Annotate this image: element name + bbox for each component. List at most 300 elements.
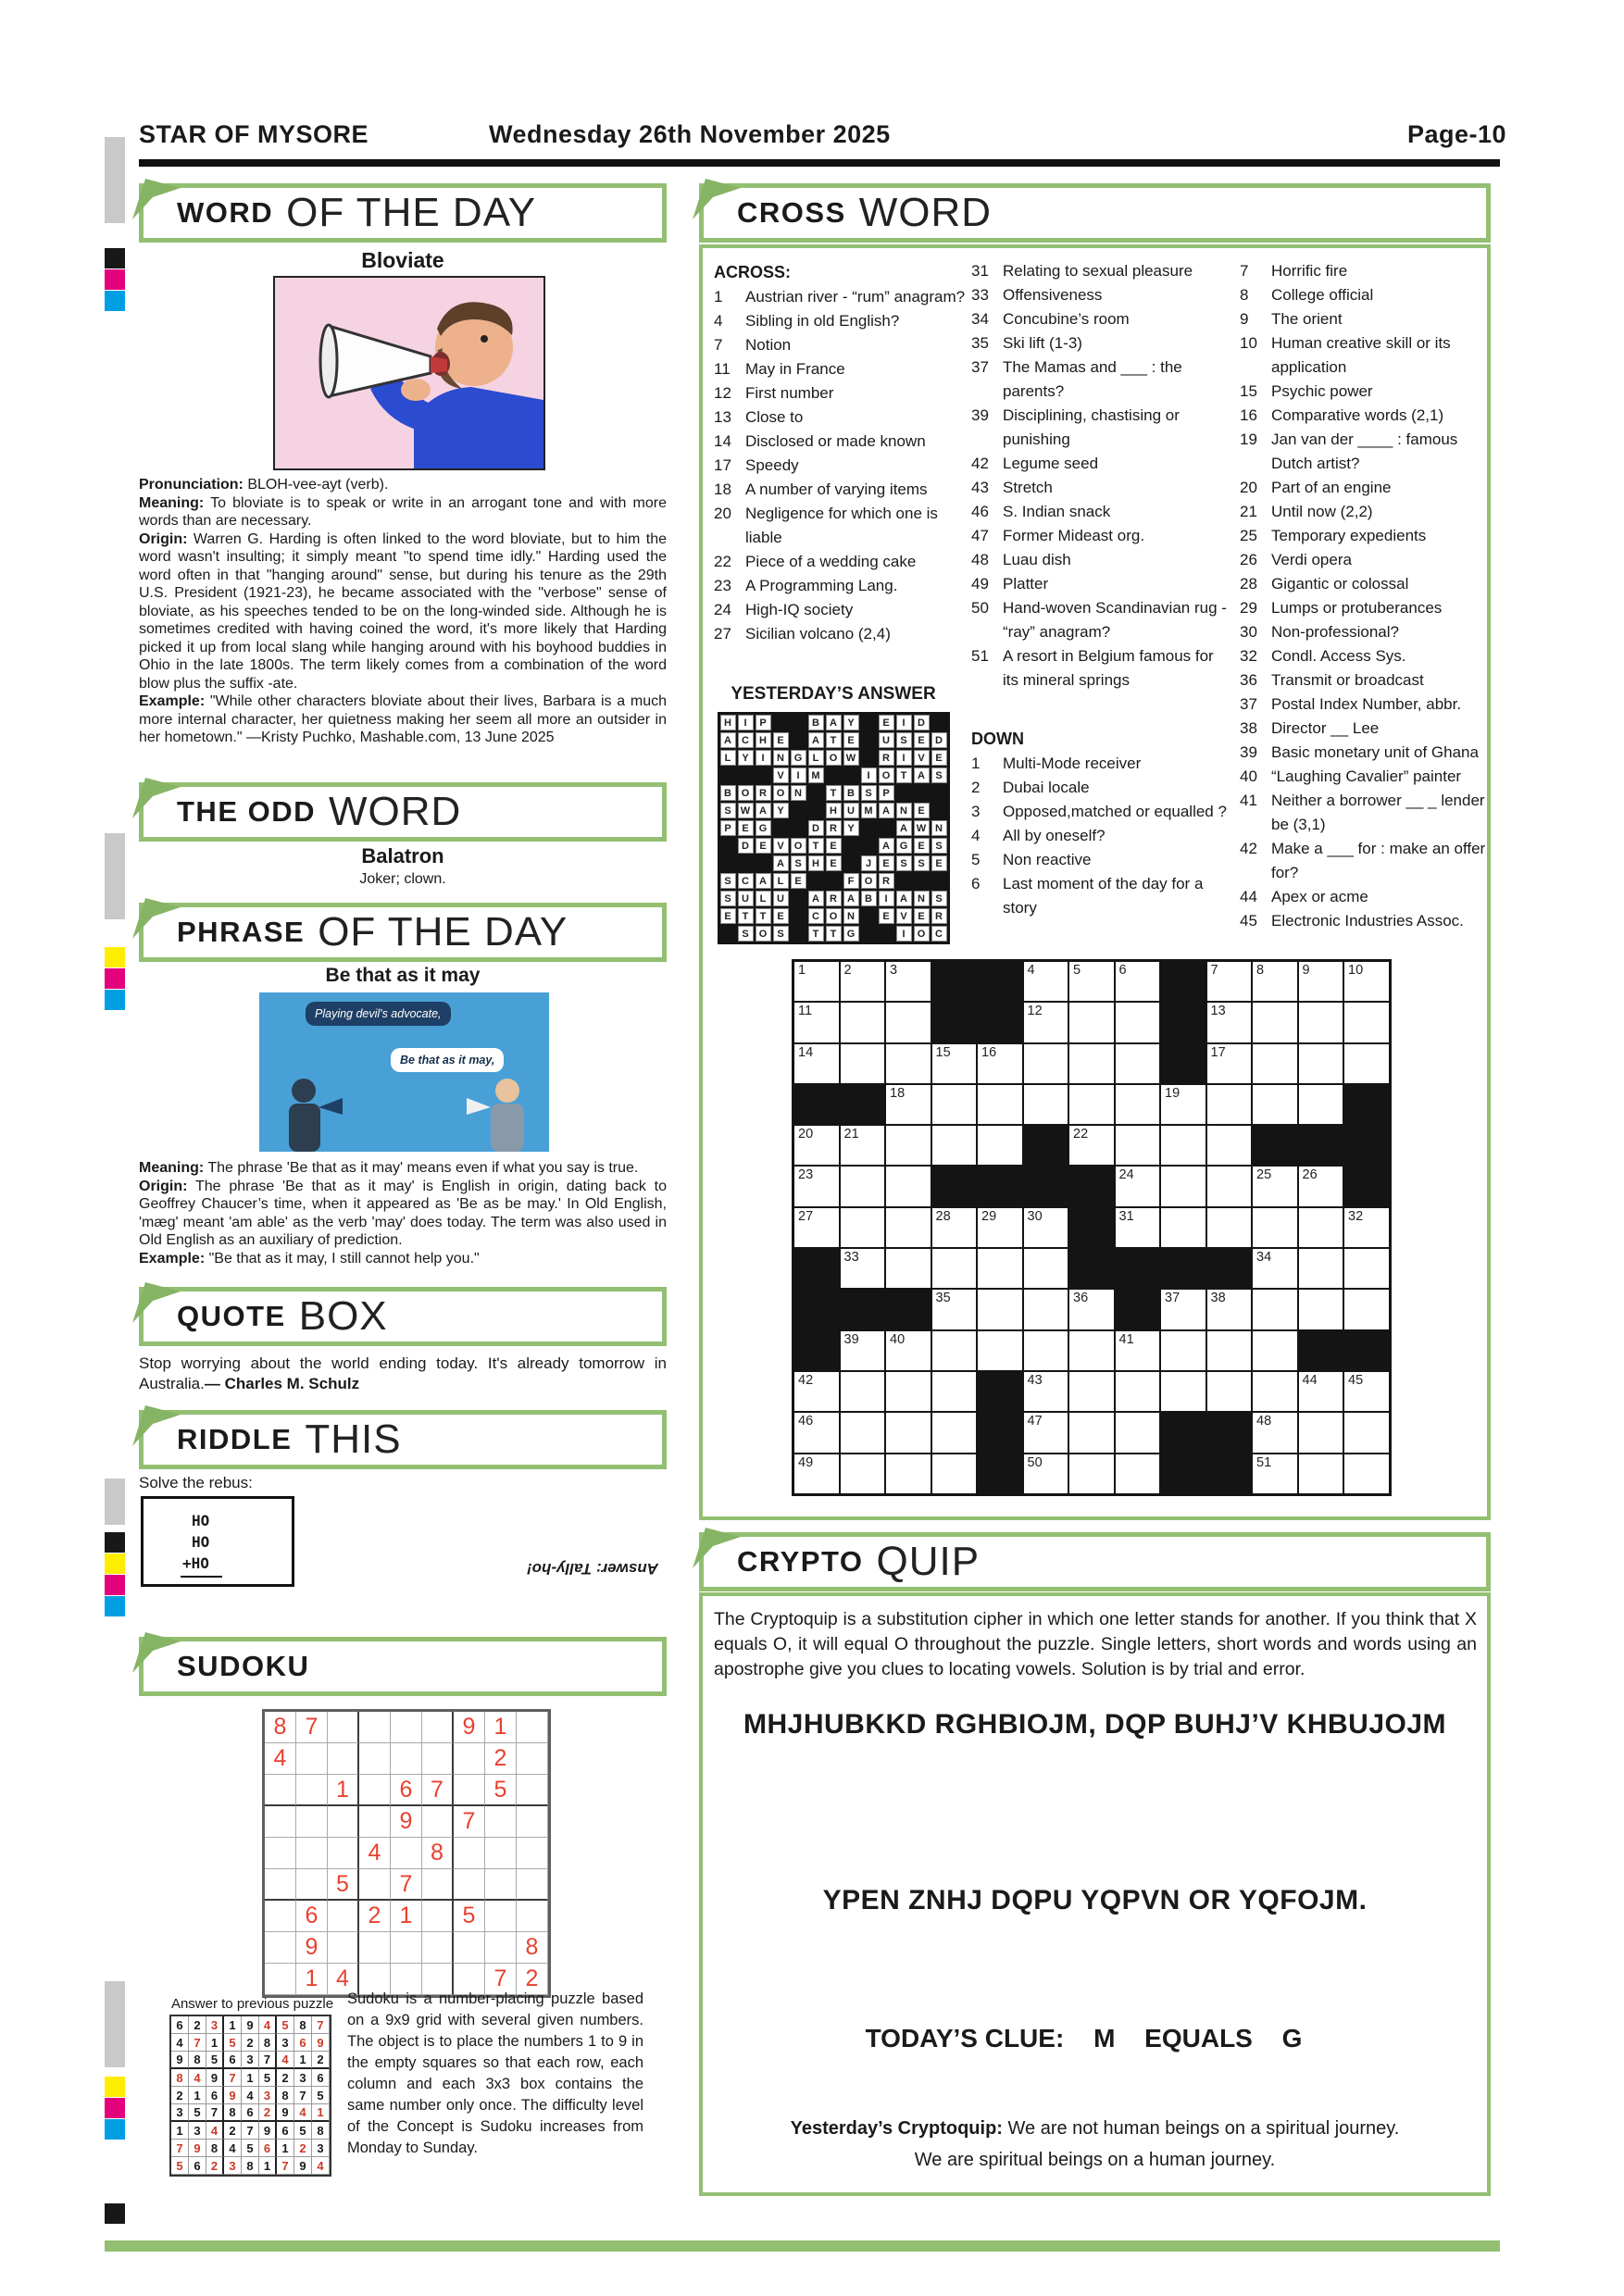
rebus-line: HO [192,1533,210,1551]
grid-cell [793,1412,840,1453]
sudoku-cell [391,1932,422,1964]
clue-36: 36 Transmit or broadcast [1240,671,1424,689]
sudoku-answer-cell: 1 [259,2157,277,2175]
grid-black-cell [977,961,1023,1002]
answer-letter-cell: C [738,873,754,889]
grid-number: 45 [1348,1372,1364,1388]
riddle-answer: Answer: Tally-ho! [527,1560,658,1578]
grid-cell [793,1125,840,1166]
answer-black-cell [808,873,824,889]
clue-letter-m: M [1093,2024,1116,2053]
clue-37: 37 Postal Index Number, abbr. [1240,695,1462,713]
answer-letter-cell: G [843,926,859,942]
grid-black-cell [1160,1043,1206,1084]
grid-number: 17 [1210,1044,1226,1060]
answer-black-cell [720,926,736,942]
grid-cell [1115,1084,1161,1125]
grid-cell [1206,1125,1253,1166]
sudoku-answer-cell: 7 [242,2122,259,2140]
sudoku-answer-cell: 9 [206,2069,224,2087]
grid-number: 5 [1073,963,1081,978]
sudoku-cell [265,1838,296,1869]
answer-letter-cell: E [879,908,894,924]
clue-15: 15 Psychic power [1240,382,1373,400]
page-number: Page-10 [1407,120,1507,148]
answer-letter-cell: Y [843,820,859,836]
answer-letter-cell: U [879,732,894,748]
answer-letter-cell: W [843,750,859,766]
sudoku-cell [359,1775,391,1806]
answer-letter-cell: R [879,873,894,889]
grid-cell [885,1248,931,1289]
answer-letter-cell: E [879,855,894,871]
masthead: STAR OF MYSORE [139,120,369,148]
sudoku-cell [517,1901,548,1932]
sudoku-cell [517,1869,548,1901]
grid-cell [1160,1371,1206,1412]
sudoku-answer-cell: 3 [189,2122,206,2140]
answer-letter-cell: T [808,838,824,854]
clue-40: 40 “Laughing Cavalier” painter [1240,767,1462,785]
answer-letter-cell: F [843,873,859,889]
sudoku-cell: 4 [265,1743,296,1775]
flag-icon [129,1402,182,1448]
flag-icon [129,894,182,941]
clue-1: 1 Multi-Mode receiver [971,755,1142,772]
origin-text: The phrase 'Be that as it may' is English in origin, dating back to Geoffrey Chaucer’s time, when it appeared as 'Be as be may.' In Old English, 'mæg' meant 'am able' as the verb 'may' does today. The term was also used in Old English as an auxiliary of prediction. [139,1178,668,1248]
answer-letter-cell: T [738,908,754,924]
answer-letter-cell: E [791,873,806,889]
grid-number: 48 [1256,1414,1272,1429]
down-clues-column-3 [1240,259,1486,933]
grid-cell [1068,1412,1115,1453]
grid-cell [1252,1043,1298,1084]
grid-cell [977,1084,1023,1125]
grid-number: 38 [1210,1291,1226,1306]
clue-5: 5 Non reactive [971,851,1092,868]
answer-letter-cell: N [843,908,859,924]
sudoku-answer-cell: 3 [242,2052,259,2069]
grid-cell [1298,1084,1344,1125]
answer-letter-cell: O [826,908,842,924]
section-title-light: THIS [305,1416,402,1462]
answer-letter-cell: R [879,750,894,766]
grid-cell [931,1412,978,1453]
answer-black-cell [756,767,771,783]
rebus-box [141,1496,294,1587]
grid-cell [1252,961,1298,1002]
sudoku-answer-cell: 3 [294,2069,312,2087]
grid-cell [1343,1454,1390,1494]
sudoku-cell: 8 [422,1838,454,1869]
answer-letter-cell: O [914,926,930,942]
answer-letter-cell: T [826,785,842,801]
grid-black-cell [793,1084,840,1125]
sudoku-answer-cell: 7 [224,2069,242,2087]
sudoku-cell: 1 [296,1964,328,1995]
sudoku-answer-cell: 6 [294,2034,312,2052]
grid-number: 35 [935,1291,951,1306]
grid-cell [1160,1207,1206,1248]
clue-20: 20 Negligence for which one is liable [714,505,938,546]
grid-cell [931,1371,978,1412]
grid-cell [1023,1289,1069,1329]
grid-cell [1343,1207,1390,1248]
grid-black-cell [931,961,978,1002]
grid-cell [793,1207,840,1248]
bloviate-photo [273,276,545,470]
grid-cell [1023,1207,1069,1248]
clue-9: 9 The orient [1240,310,1343,328]
grid-number: 9 [1302,963,1310,978]
answer-letter-cell: G [756,820,771,836]
meaning-text: To bloviate is to speak or write in an arrogant tone and with more words than are necessary. [139,494,667,529]
answer-black-cell [773,715,789,730]
grid-cell [885,1002,931,1042]
clue-26: 26 Verdi opera [1240,551,1352,568]
answer-letter-cell: A [756,873,771,889]
answer-black-cell [896,785,912,801]
flag-icon [129,1628,182,1675]
answer-letter-cell: M [808,767,824,783]
clue-4: 4 All by oneself? [971,827,1106,844]
yesterday-answer-block [708,684,958,944]
answer-letter-cell: R [826,891,842,906]
answer-letter-cell: S [720,873,736,889]
grid-cell [840,1125,886,1166]
cipher-line-2: YPEN ZNHJ DQPU YQPVN OR YQFOJM. [822,1885,1368,1915]
answer-letter-cell: E [720,908,736,924]
grid-cell [1298,1371,1344,1412]
sudoku-cell [328,1932,359,1964]
grid-black-cell [1252,1125,1298,1166]
grid-cell [1343,1412,1390,1453]
sudoku-answer-cell: 9 [312,2034,330,2052]
answer-letter-cell: A [896,820,912,836]
meaning-label: Meaning: [139,1160,205,1176]
grid-number: 14 [798,1044,814,1060]
answer-black-cell [720,838,736,854]
sudoku-cell [454,1838,485,1869]
section-title-light: BOX [298,1293,388,1339]
grid-cell [1252,1166,1298,1206]
answer-black-cell [720,767,736,783]
grid-cell [1252,1207,1298,1248]
clue-50: 50 Hand-woven Scandinavian rug - “ray” anagram? [971,599,1227,641]
answer-black-cell [791,820,806,836]
grid-black-cell [977,1166,1023,1206]
sudoku-answer-cell: 5 [277,2016,294,2034]
grid-cell [931,1207,978,1248]
clue-6: 6 Last moment of the day for a story [971,875,1204,917]
sudoku-answer-cell: 1 [277,2140,294,2157]
example-label: Example: [139,1250,206,1267]
sudoku-answer-cell: 2 [259,2104,277,2122]
clue-25: 25 Temporary expedients [1240,527,1427,544]
grid-cell [793,961,840,1002]
grid-cell [1206,1002,1253,1042]
sudoku-header [139,1637,667,1696]
sudoku-answer-cell: 9 [171,2052,189,2069]
sudoku-cell: 1 [391,1901,422,1932]
grid-cell [1298,961,1344,1002]
grid-cell [885,961,931,1002]
cryptoquip-section [699,1592,1491,2196]
answer-black-cell [914,785,930,801]
answer-letter-cell: D [808,820,824,836]
grid-black-cell [977,1002,1023,1042]
answer-letter-cell: S [773,926,789,942]
grid-number: 6 [1118,963,1127,978]
answer-letter-cell: S [861,785,877,801]
answer-letter-cell: S [791,855,806,871]
grid-cell [1252,1412,1298,1453]
grid-cell [1115,961,1161,1002]
sudoku-cell: 4 [359,1838,391,1869]
sudoku-cell: 5 [454,1901,485,1932]
answer-black-cell [843,838,859,854]
sudoku-answer-cell: 1 [206,2034,224,2052]
grid-cell [793,1166,840,1206]
clue-letter-g: G [1281,2024,1303,2053]
grid-cell [977,1248,1023,1289]
grid-cell [1115,1330,1161,1371]
grid-cell [1160,1125,1206,1166]
answer-letter-cell: H [826,803,842,818]
grid-cell [1343,961,1390,1002]
grid-cell [1206,1371,1253,1412]
answer-letter-cell: E [914,838,930,854]
sudoku-cell [296,1806,328,1838]
grid-number: 1 [798,963,806,978]
clue-3: 3 Opposed,matched or equalled ? [971,803,1227,820]
clue-21: 21 Until now (2,2) [1240,503,1373,520]
grid-cell [1115,1454,1161,1494]
sudoku-answer-cell: 4 [224,2140,242,2157]
answer-letter-cell: H [808,855,824,871]
grid-cell [977,1289,1023,1329]
answer-black-cell [826,767,842,783]
grid-cell [1068,1330,1115,1371]
grid-cell [1115,1166,1161,1206]
grid-number: 42 [798,1372,814,1388]
answer-letter-cell: C [931,926,947,942]
sudoku-cell: 9 [296,1932,328,1964]
clue-51: 51 A resort in Belgium famous for its mineral springs [971,647,1214,689]
answer-letter-cell: A [720,732,736,748]
crossword-section [699,244,1491,1520]
grid-cell [1206,961,1253,1002]
clue-13: 13 Close to [714,408,804,426]
section-title-bold: RIDDLE [177,1423,293,1455]
grid-number: 49 [798,1454,814,1470]
sudoku-answer-cell: 8 [294,2016,312,2034]
grid-number: 19 [1165,1085,1181,1101]
sudoku-answer-cell: 6 [189,2157,206,2175]
sudoku-cell: 7 [454,1806,485,1838]
sudoku-cell: 1 [328,1775,359,1806]
sudoku-cell [391,1838,422,1869]
sudoku-answer-cell: 3 [259,2087,277,2104]
grid-cell [1298,1166,1344,1206]
sudoku-answer-cell: 6 [259,2140,277,2157]
sudoku-answer-cell: 6 [171,2016,189,2034]
clue-32: 32 Condl. Access Sys. [1240,647,1406,665]
sudoku-cell: 7 [422,1775,454,1806]
grid-cell [1115,1125,1161,1166]
answer-black-cell [931,785,947,801]
grid-cell [1068,1125,1115,1166]
sudoku-answer-cell: 1 [294,2052,312,2069]
answer-letter-cell: L [808,750,824,766]
grid-black-cell [977,1412,1023,1453]
grid-cell [1206,1289,1253,1329]
grid-cell [1252,1248,1298,1289]
grid-black-cell [1206,1412,1253,1453]
answer-letter-cell: R [826,820,842,836]
clue-48: 48 Luau dish [971,551,1071,568]
section-title-light: OF THE DAY [318,909,568,955]
sudoku-answer-cell: 9 [189,2140,206,2157]
grid-black-cell [1160,1454,1206,1494]
answer-letter-cell: A [896,891,912,906]
section-title-bold: WORD [177,196,274,229]
grid-cell [1068,1289,1115,1329]
section-title-bold: SUDOKU [177,1650,310,1682]
clue-23: 23 A Programming Lang. [714,577,898,594]
answer-letter-cell: E [738,820,754,836]
grid-number: 33 [843,1250,859,1266]
grid-black-cell [1343,1084,1390,1125]
grid-black-cell [793,1248,840,1289]
answer-letter-cell: A [808,732,824,748]
sudoku-cell [359,1932,391,1964]
clue-44: 44 Apex or acme [1240,888,1368,905]
clue-37: 37 The Mamas and ___ : the parents? [971,358,1182,400]
answer-letter-cell: U [773,891,789,906]
clue-10: 10 Human creative skill or its application [1240,334,1451,376]
sudoku-cell: 7 [391,1869,422,1901]
sudoku-answer-cell: 5 [312,2087,330,2104]
sudoku-answer-cell: 4 [259,2016,277,2034]
sudoku-cell [422,1901,454,1932]
grid-cell [1252,1002,1298,1042]
section-title-light: OF THE DAY [286,190,537,235]
answer-letter-cell: S [738,926,754,942]
grid-number: 51 [1256,1454,1272,1470]
crossword-grid [792,959,1392,1496]
sudoku-answer-cell: 2 [189,2016,206,2034]
answer-letter-cell: I [896,715,912,730]
sudoku-cell: 6 [296,1901,328,1932]
grid-cell [1115,1002,1161,1042]
yesterday-cryptoquip-text: We are not human beings on a spiritual journey. [1007,2118,1400,2139]
grid-cell [1160,1166,1206,1206]
grid-cell [1023,1248,1069,1289]
answer-letter-cell: N [773,750,789,766]
clue-42: 42 Make a ___ for : make an offer for? [1240,840,1486,881]
odd-word-word: Balatron [361,844,444,867]
sudoku-answer-cell: 9 [259,2122,277,2140]
pronunciation-label: Pronunciation: [139,477,244,493]
sudoku-answer-cell: 8 [277,2087,294,2104]
grid-black-cell [1298,1125,1344,1166]
grid-black-cell [1343,1166,1390,1206]
answer-black-cell [861,750,877,766]
answer-black-cell [773,820,789,836]
grid-black-cell [1068,1166,1115,1206]
sudoku-cell [422,1743,454,1775]
sudoku-cell [265,1901,296,1932]
grid-number: 18 [890,1085,906,1101]
sudoku-answer-cell: 9 [224,2087,242,2104]
answer-black-cell [931,873,947,889]
down-label: DOWN [971,730,1024,748]
phrase-illustration [259,992,549,1152]
sudoku-answer-cell: 2 [242,2034,259,2052]
answer-letter-cell: S [914,855,930,871]
grid-cell [931,1289,978,1329]
sudoku-cell: 5 [328,1869,359,1901]
header-rule [139,159,1500,167]
sudoku-cell [454,1743,485,1775]
sudoku-answer-cell: 7 [277,2157,294,2175]
grid-cell [1206,1084,1253,1125]
sudoku-cell [454,1932,485,1964]
yesterday-answer-title: YESTERDAY’S ANSWER [731,684,936,704]
sudoku-answer-title: Answer to previous puzzle [170,1996,334,2012]
sudoku-answer-cell: 1 [224,2016,242,2034]
grid-cell [1115,1207,1161,1248]
sudoku-answer-cell: 5 [259,2069,277,2087]
answer-black-cell [808,785,824,801]
answer-letter-cell: A [756,803,771,818]
grid-cell [793,1002,840,1042]
clue-33: 33 Offensiveness [971,286,1103,304]
yesterday-cryptoquip-line2: We are spiritual beings on a human journey. [914,2150,1276,2170]
answer-letter-cell: O [738,785,754,801]
grid-number: 43 [1027,1372,1043,1388]
clue-19: 19 Jan van der ____ : famous Dutch artist? [1240,430,1458,472]
grid-number: 29 [981,1208,997,1224]
sudoku-cell [296,1743,328,1775]
sudoku-cell [454,1869,485,1901]
grid-cell [1343,1289,1390,1329]
grid-cell [1023,961,1069,1002]
clue-16: 16 Comparative words (2,1) [1240,406,1444,424]
grid-cell [840,1166,886,1206]
sudoku-answer-grid [169,2015,331,2177]
sudoku-cell [359,1806,391,1838]
phrase-of-day-phrase: Be that as it may [325,965,481,986]
grid-cell [1206,1043,1253,1084]
grid-cell [885,1412,931,1453]
sudoku-answer-cell: 5 [294,2122,312,2140]
answer-black-cell [791,908,806,924]
grid-cell [885,1166,931,1206]
sudoku-answer-cell: 9 [294,2157,312,2175]
answer-letter-cell: I [756,750,771,766]
answer-black-cell [791,715,806,730]
answer-letter-cell: Y [843,715,859,730]
grid-cell [1068,1002,1115,1042]
answer-black-cell [861,908,877,924]
sudoku-cell [517,1806,548,1838]
grid-cell [1298,1043,1344,1084]
sudoku-cell [265,1932,296,1964]
sudoku-cell [328,1901,359,1932]
answer-letter-cell: O [826,750,842,766]
